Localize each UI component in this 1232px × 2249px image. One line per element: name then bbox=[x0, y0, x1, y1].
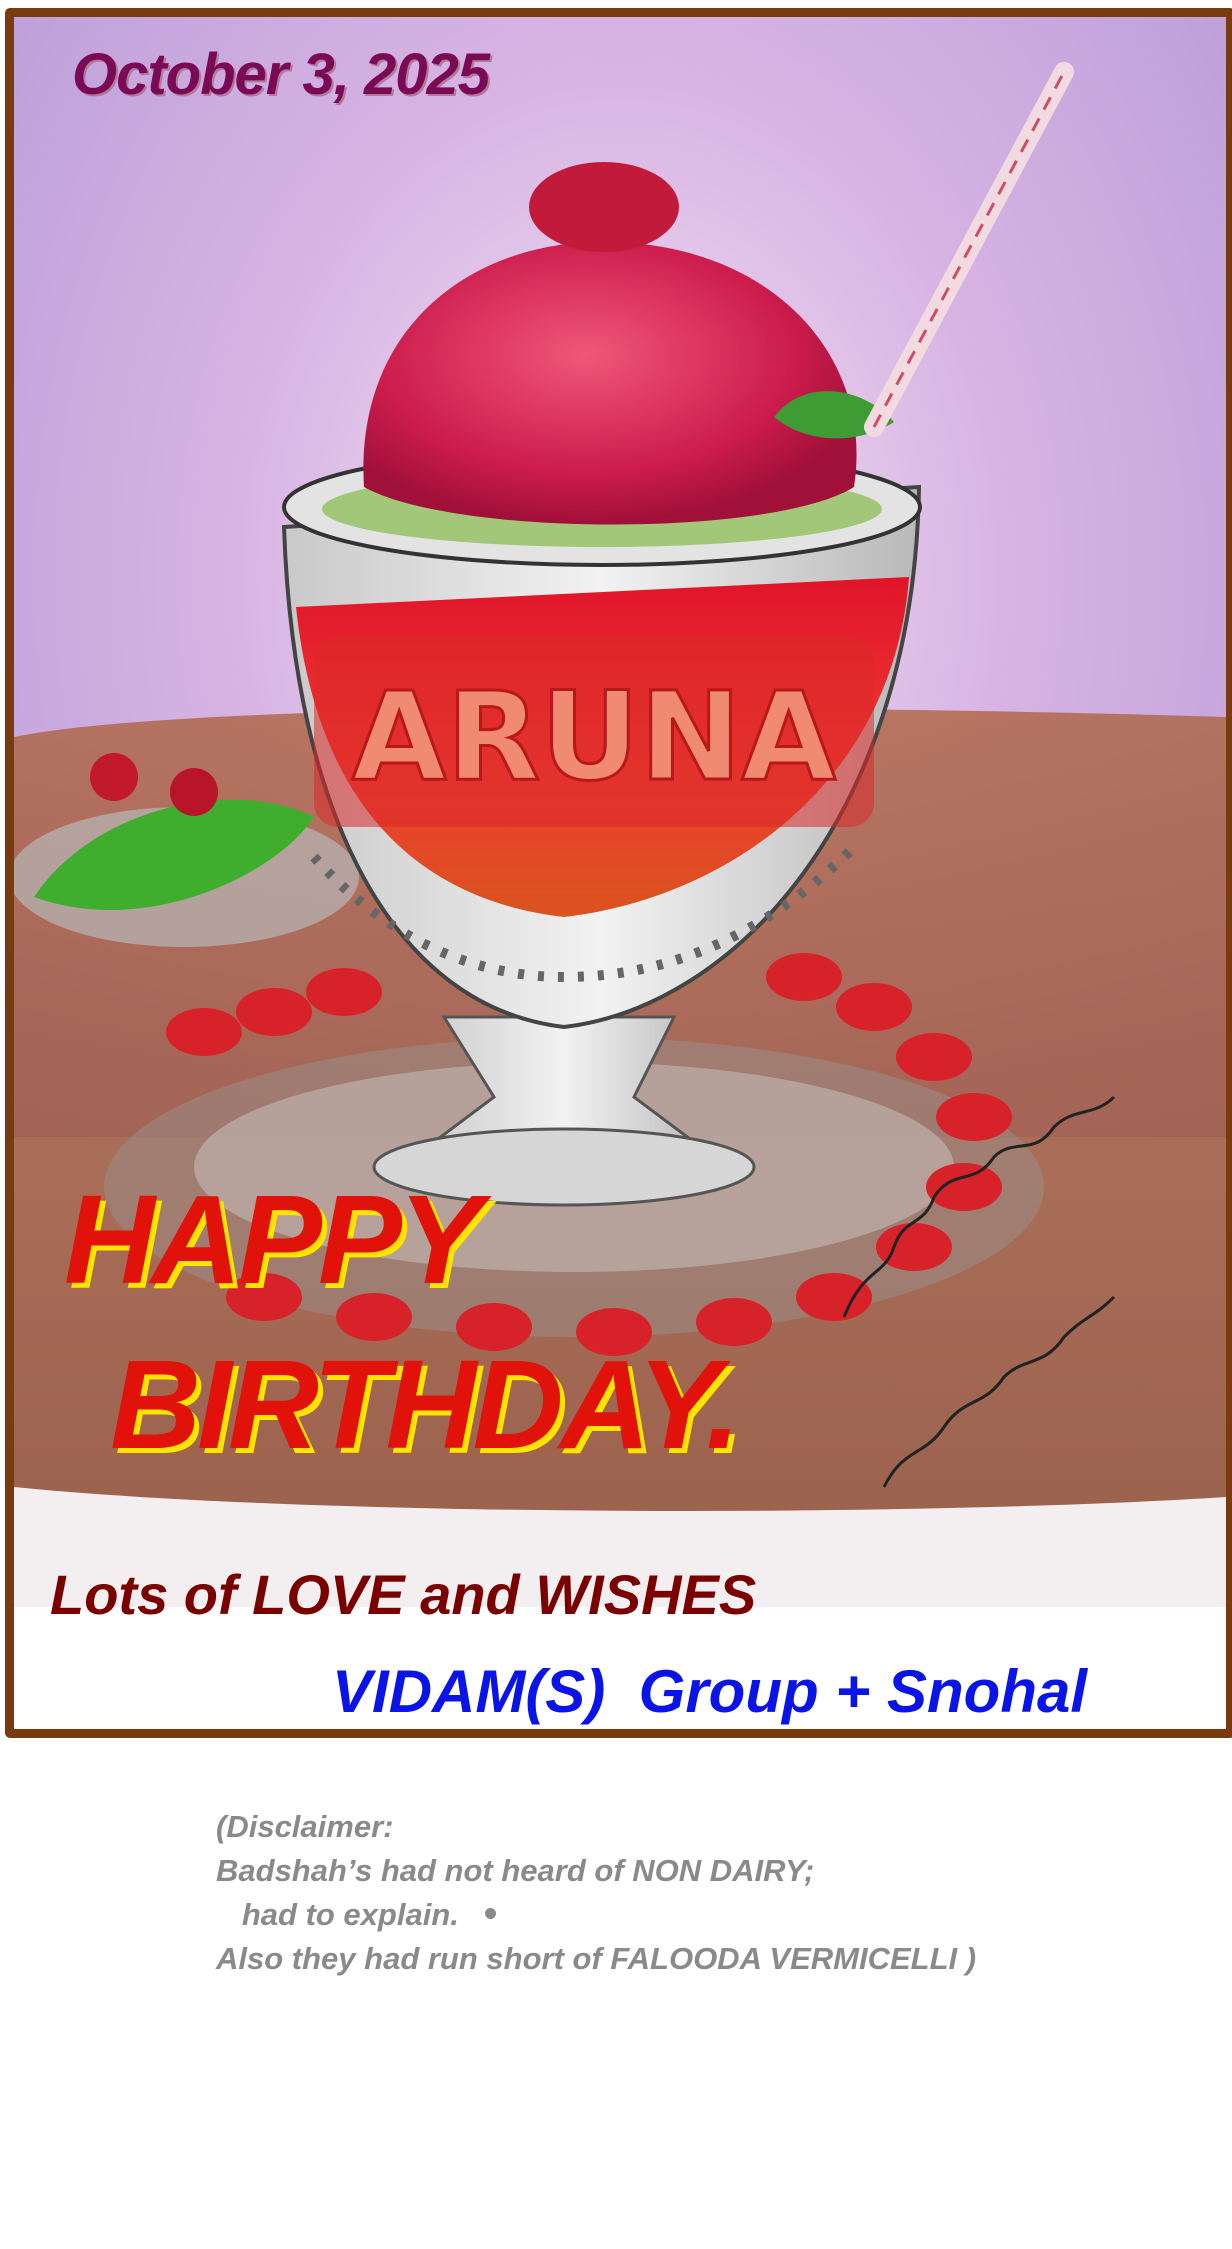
disclaimer-line: (Disclaimer: bbox=[216, 1809, 394, 1844]
disclaimer bbox=[216, 1805, 1196, 1981]
cherry-left bbox=[90, 753, 138, 801]
greeting-birthday: BIRTHDAY. bbox=[110, 1334, 737, 1475]
name-on-cup: ARUNA bbox=[352, 666, 836, 808]
cherry-right bbox=[170, 768, 218, 816]
greeting-happy: HAPPY bbox=[64, 1169, 479, 1310]
disclaimer-line: Also they had run short of FALOODA VERMICELLI ) bbox=[216, 1941, 977, 1976]
sender-group-line: VIDAM(S) Group + Snohal bbox=[332, 1658, 1088, 1725]
disclaimer-line-text: had to explain. bbox=[216, 1897, 459, 1932]
love-wishes-line: Lots of LOVE and WISHES bbox=[50, 1563, 757, 1626]
disclaimer-line-with-bullet bbox=[216, 1893, 1196, 1937]
bullet-dot-icon bbox=[485, 1908, 496, 1919]
card-date: October 3, 2025 bbox=[72, 42, 489, 107]
birthday-card bbox=[5, 8, 1232, 1738]
disclaimer-line: Badshah’s had not heard of NON DAIRY; bbox=[216, 1853, 815, 1888]
cherry-topping bbox=[529, 162, 679, 252]
